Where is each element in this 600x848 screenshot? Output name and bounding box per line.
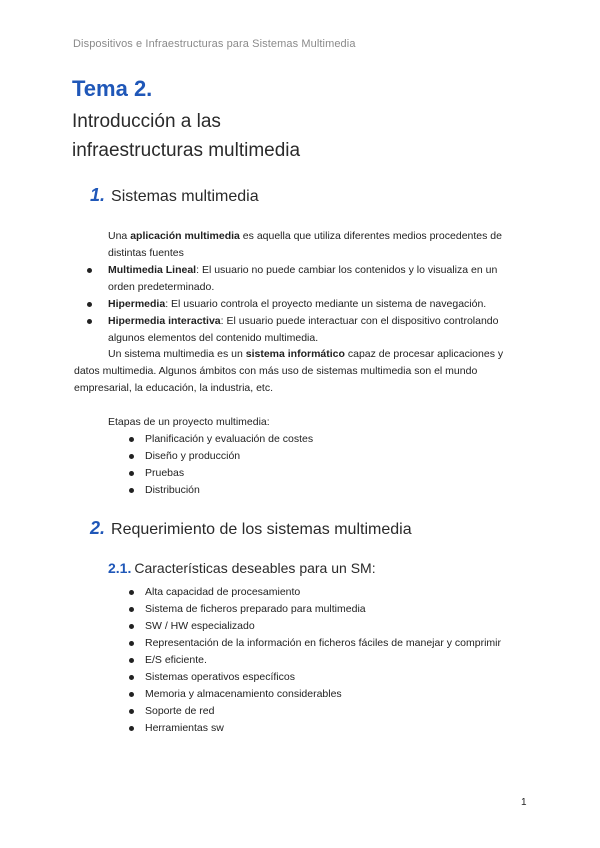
feature-text: Memoria y almacenamiento considerables (145, 688, 342, 700)
list-item (108, 482, 313, 499)
para2-pre: Un sistema multimedia es un (108, 348, 246, 360)
chapter-title-line1: Introducción a las (72, 111, 221, 132)
bullet-icon (129, 726, 134, 731)
list-item (108, 686, 538, 703)
feature-text: E/S eficiente. (145, 654, 207, 666)
bullet-icon (129, 454, 134, 459)
para2-bold: sistema informático (245, 348, 345, 360)
list-item (74, 262, 524, 296)
bullet-icon (87, 268, 92, 273)
list-item (108, 669, 538, 686)
bullet-icon (129, 675, 134, 680)
intro-post: es aquella que utiliza diferentes medios procedentes de distintas fuentes (108, 230, 502, 259)
feature-text: Herramientas sw (145, 722, 224, 734)
list-item (108, 465, 313, 482)
subsection-2-1-number: 2.1. (108, 560, 132, 576)
stage-text: Distribución (145, 484, 200, 496)
bullet-icon (87, 319, 92, 324)
list-item (74, 313, 524, 347)
bullet-icon (129, 488, 134, 493)
chapter-title (72, 107, 300, 165)
stages-list (108, 431, 313, 499)
features-list (108, 584, 538, 737)
intro-block (74, 228, 524, 347)
page-number: 1 (521, 797, 527, 808)
list-item (108, 584, 538, 601)
chapter-title-line2: infraestructuras multimedia (72, 140, 301, 161)
types-list (74, 262, 524, 347)
system-text (74, 346, 524, 397)
running-header: Dispositivos e Infraestructuras para Sistemas Multimedia (73, 38, 356, 50)
list-item (108, 431, 313, 448)
bullet-icon (87, 302, 92, 307)
type-desc: : El usuario puede interactuar con el dispositivo controlando algunos elementos del contenido multimedia. (108, 315, 499, 344)
para2-post: capaz de procesar aplicaciones y datos multimedia. Algunos ámbitos con más uso de sistemas multimedia son el mundo empresarial, la educación, la industria, etc. (74, 348, 504, 394)
stages-title: Etapas de un proyecto multimedia: (108, 416, 270, 428)
system-paragraph (74, 346, 524, 397)
list-item (108, 601, 538, 618)
stage-text: Planificación y evaluación de costes (145, 433, 314, 445)
section-1-title: Sistemas multimedia (111, 188, 259, 205)
bullet-icon (129, 437, 134, 442)
bullet-icon (129, 709, 134, 714)
feature-text: Representación de la información en ficheros fáciles de manejar y comprimir (145, 637, 501, 649)
list-item (108, 703, 538, 720)
bullet-icon (129, 692, 134, 697)
feature-text: Sistemas operativos específicos (145, 671, 295, 683)
feature-text: Sistema de ficheros preparado para multimedia (145, 603, 366, 615)
type-name: Hipermedia (108, 298, 166, 310)
type-name: Multimedia Lineal (108, 264, 197, 276)
subsection-2-1-title: Características deseables para un SM: (134, 560, 376, 576)
bullet-icon (129, 641, 134, 646)
intro-pre: Una (108, 230, 131, 242)
list-item (74, 296, 524, 313)
type-desc: : El usuario controla el proyecto mediante un sistema de navegación. (165, 298, 487, 310)
list-item (108, 720, 538, 737)
bullet-icon (129, 624, 134, 629)
bullet-icon (129, 607, 134, 612)
subsection-2-1-heading (108, 560, 376, 576)
intro-bold: aplicación multimedia (130, 230, 240, 242)
features-block (108, 584, 538, 737)
list-item (108, 448, 313, 465)
list-item (108, 635, 538, 652)
section-2-number: 2. (90, 518, 106, 538)
type-desc: : El usuario no puede cambiar los contenidos y lo visualiza en un orden predeterminado. (108, 264, 498, 293)
intro-paragraph (74, 228, 524, 262)
stage-text: Diseño y producción (145, 450, 241, 462)
bullet-icon (129, 471, 134, 476)
section-1-heading (90, 185, 259, 206)
feature-text: Alta capacidad de procesamiento (145, 586, 301, 598)
bullet-icon (129, 658, 134, 663)
chapter-number: Tema 2. (72, 76, 153, 101)
section-1-number: 1. (90, 185, 106, 205)
stage-text: Pruebas (145, 467, 185, 479)
list-item (108, 618, 538, 635)
feature-text: SW / HW especializado (145, 620, 255, 632)
type-name: Hipermedia interactiva (108, 315, 221, 327)
bullet-icon (129, 590, 134, 595)
stages-block (108, 431, 313, 499)
section-2-heading (90, 518, 412, 539)
section-2-title: Requerimiento de los sistemas multimedia (111, 521, 412, 538)
feature-text: Soporte de red (145, 705, 215, 717)
list-item (108, 652, 538, 669)
